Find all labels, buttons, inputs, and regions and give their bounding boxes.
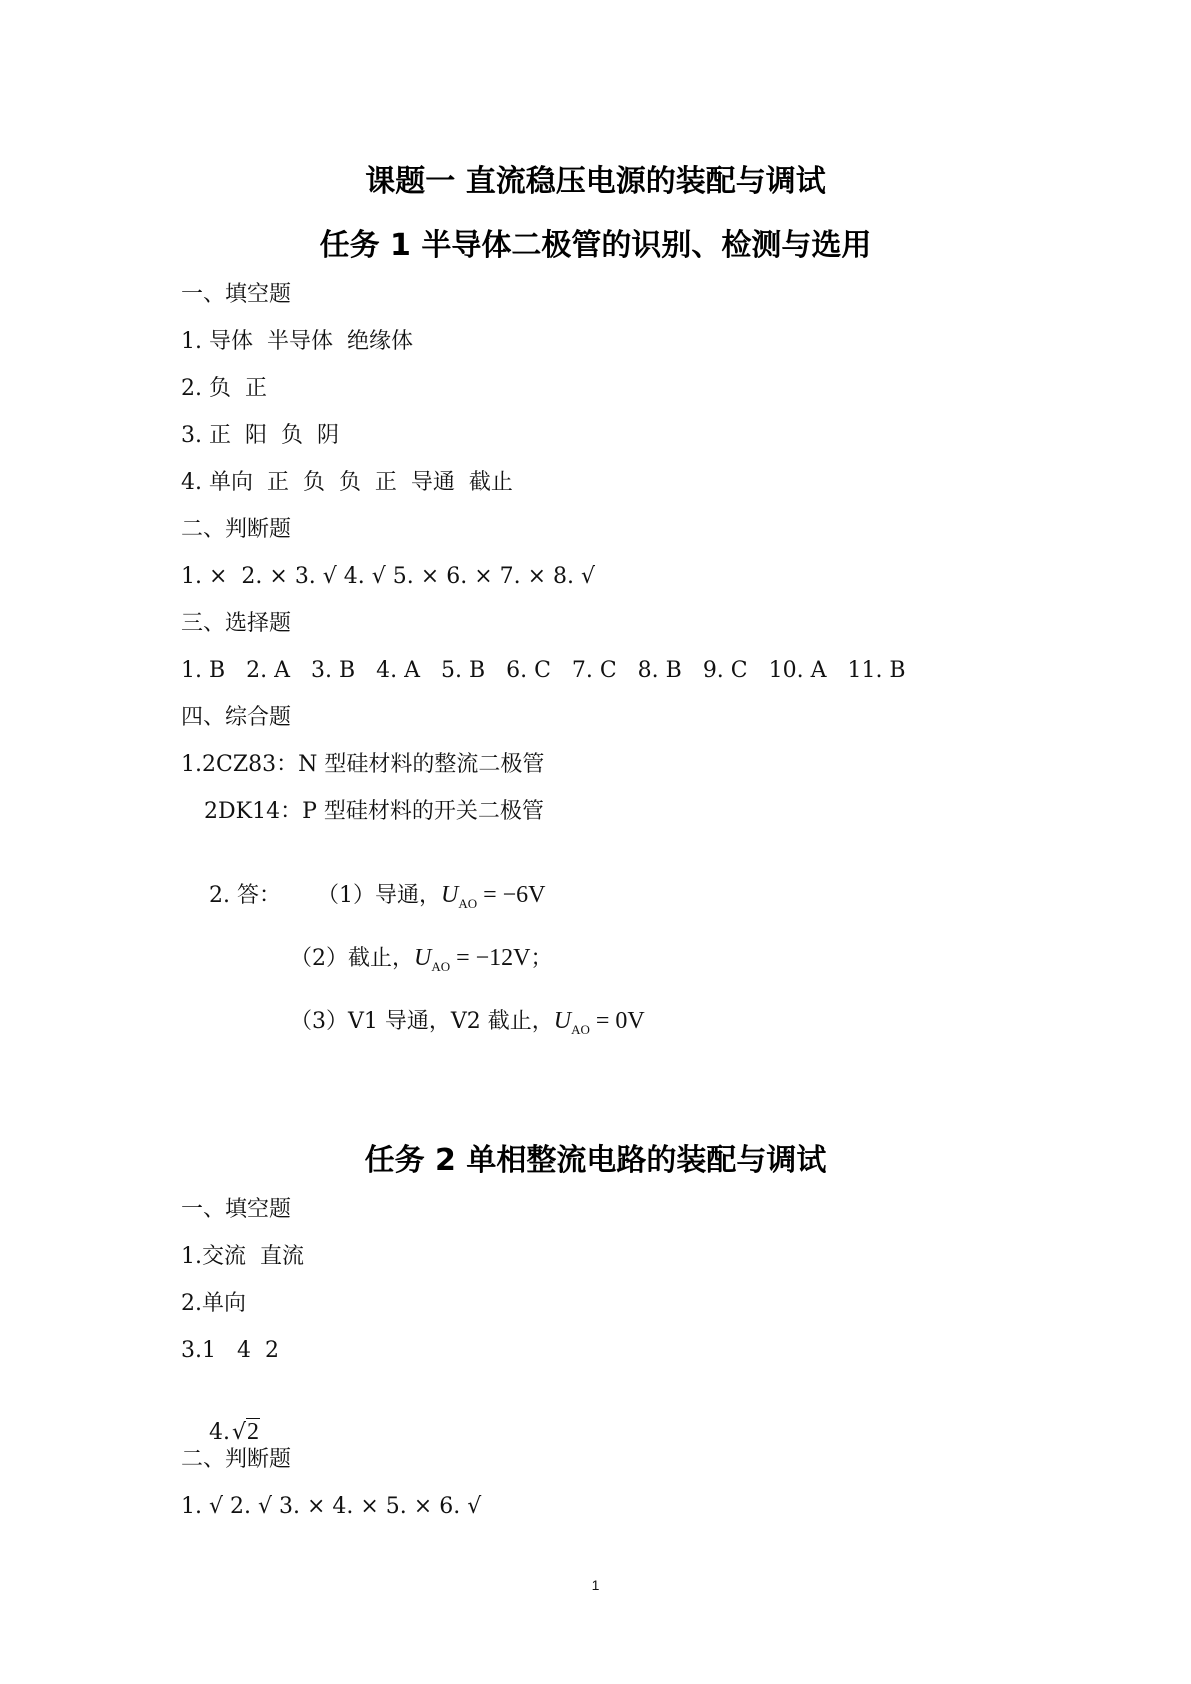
- comp2-item2-formula: $U_{AO} = -12V$: [413, 945, 531, 974]
- task1-fill-2: 2. 负 正: [181, 376, 267, 401]
- task1-comp-2-row3: [262, 976, 645, 1075]
- sqrt-expression: √2: [231, 1419, 260, 1445]
- task1-fill-1: 1. 导体 半导体 绝缘体: [181, 329, 413, 354]
- comp2-item1-text: （1）导通，: [316, 883, 441, 908]
- comp2-item2-text: （2）截止，: [289, 946, 414, 971]
- comp2-item3-formula: $U_{AO} = 0V$: [553, 1008, 645, 1037]
- task1-fill-4: 4. 单向 正 负 负 正 导通 截止: [181, 470, 513, 495]
- task2-heading: 任务 2 单相整流电路的装配与调试: [364, 1143, 827, 1178]
- task1-choice-answers: 1. B 2. A 3. B 4. A 5. B 6. C 7. C 8. B 9. C 10. A 11. B: [181, 658, 906, 683]
- task1-fill-3: 3. 正 阳 负 阴: [181, 423, 339, 448]
- task2-fill-3: 3.1 4 2: [181, 1338, 279, 1363]
- chapter-title: 课题一 直流稳压电源的装配与调试: [365, 164, 826, 199]
- comp2-prefix: 2. 答：: [208, 883, 281, 908]
- task1-section-choice-title: 三、选择题: [181, 611, 292, 636]
- task2-fill-1: 1.交流 直流: [181, 1244, 304, 1269]
- task1-section-comprehensive-title: 四、综合题: [181, 705, 292, 730]
- task1-section-fill-title: 一、填空题: [181, 282, 292, 307]
- page-number: 1: [591, 1577, 600, 1593]
- task2-section-judge-title: 二、判断题: [181, 1447, 292, 1472]
- task1-comp-2-row2: （2）截止，$U_{AO} = -12V$；: [289, 945, 553, 974]
- task1-section-judge-title: 二、判断题: [181, 517, 292, 542]
- task1-comp-1-line1: 1.2CZ83：N 型硅材料的整流二极管: [181, 752, 545, 777]
- task1-comp-1-line2: 2DK14：P 型硅材料的开关二极管: [204, 799, 544, 824]
- task2-fill-2: 2.单向: [181, 1291, 246, 1316]
- comp2-item3-text: （3）V1 导通，V2 截止，: [289, 1009, 554, 1034]
- task1-judge-answers: 1. × 2. × 3. √ 4. √ 5. × 6. × 7. × 8. √: [181, 564, 596, 589]
- task2-judge-answers: 1. √ 2. √ 3. × 4. × 5. × 6. √: [181, 1494, 482, 1519]
- task2-fill-4: 4.√2: [181, 1387, 260, 1478]
- task2-section-fill-title: 一、填空题: [181, 1197, 292, 1222]
- task1-heading: 任务 1 半导体二极管的识别、检测与选用: [319, 228, 872, 263]
- comp2-item1-formula: $U_{AO} = -6V$: [440, 882, 546, 911]
